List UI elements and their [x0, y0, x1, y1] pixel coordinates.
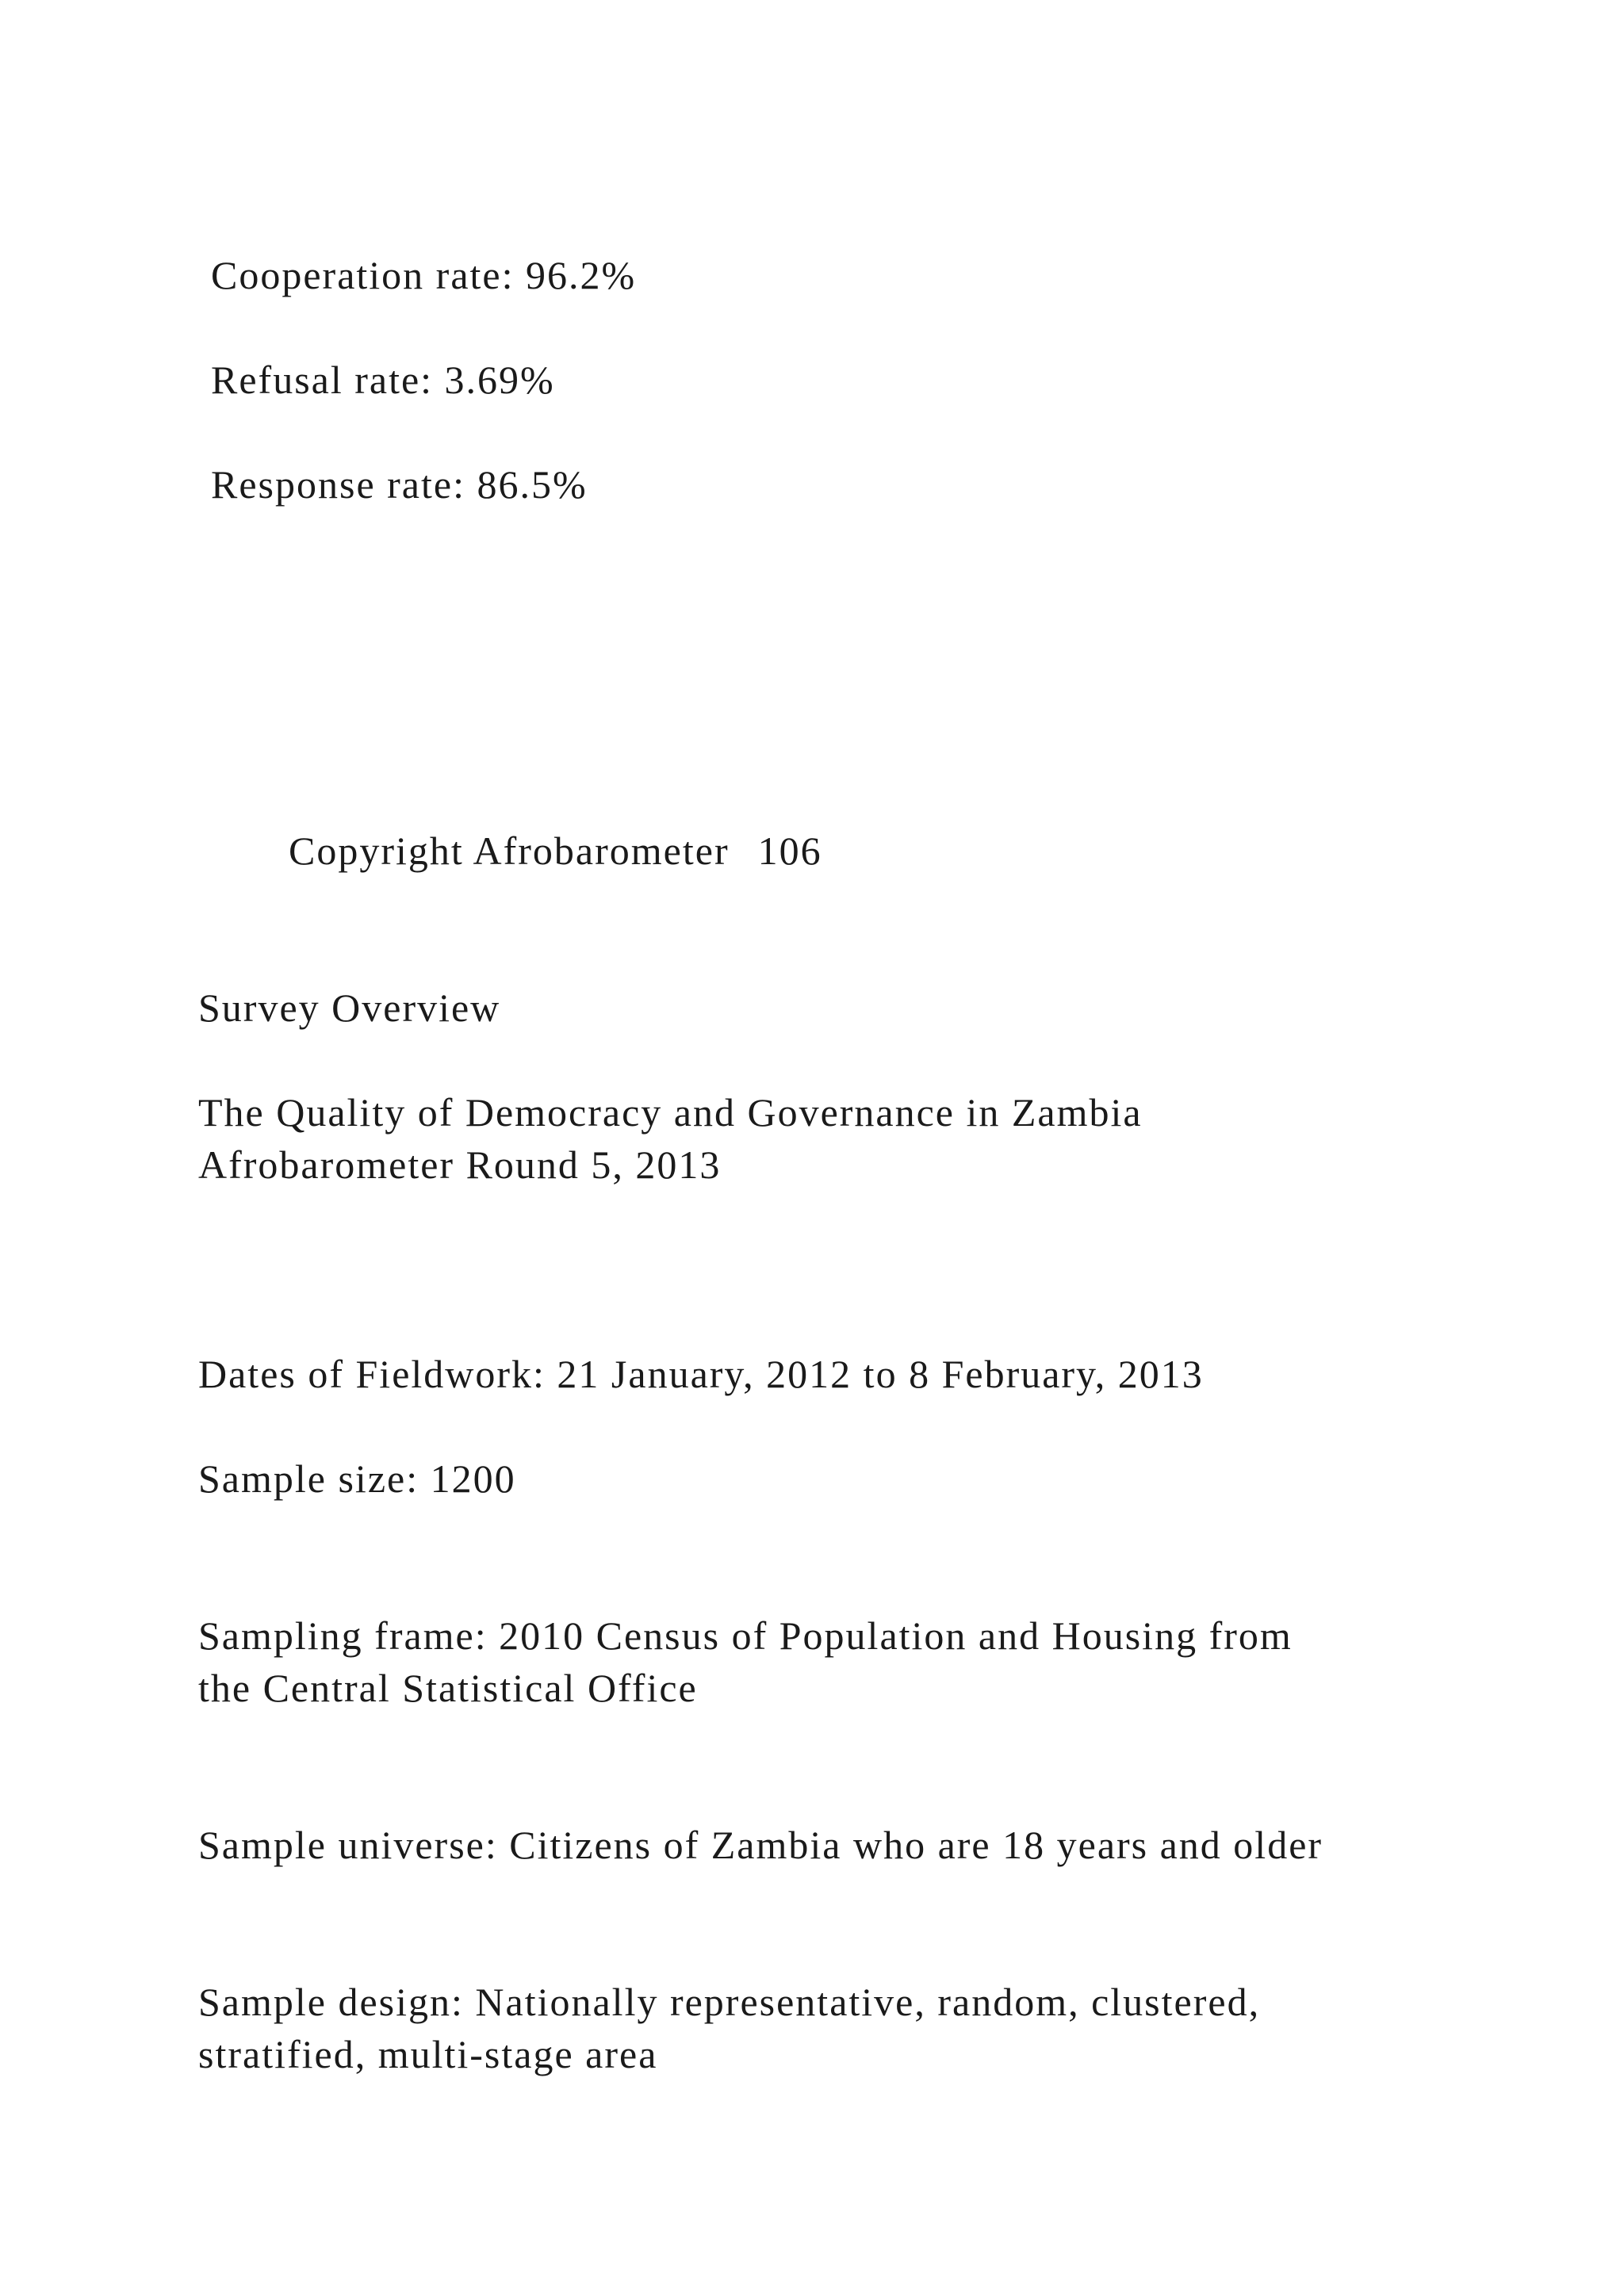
- copyright-text: Copyright Afrobarometer: [289, 828, 730, 873]
- sampling-frame-line-2: the Central Statistical Office: [198, 1666, 698, 1710]
- sample-size: Sample size: 1200: [198, 1456, 516, 1501]
- refusal-rate: Refusal rate: 3.69%: [211, 358, 555, 402]
- sample-design-line-2: stratified, multi-stage area: [198, 2032, 658, 2076]
- sample-universe: Sample universe: Citizens of Zambia who are 18 years and older: [198, 1823, 1323, 1867]
- cooperation-rate: Cooperation rate: 96.2%: [211, 253, 637, 297]
- response-rate: Response rate: 86.5%: [211, 462, 588, 507]
- sample-design-line-1: Sample design: Nationally representative, random, clustered,: [198, 1980, 1261, 2024]
- page-number: 106: [757, 828, 822, 873]
- page-footer: [289, 825, 822, 877]
- section-heading: Survey Overview: [198, 985, 501, 1030]
- survey-title-line-2: Afrobarometer Round 5, 2013: [198, 1142, 722, 1187]
- survey-title-line-1: The Quality of Democracy and Governance in Zambia: [198, 1090, 1143, 1135]
- sampling-frame-line-1: Sampling frame: 2010 Census of Population and Housing from: [198, 1613, 1293, 1658]
- fieldwork-dates: Dates of Fieldwork: 21 January, 2012 to 8 February, 2013: [198, 1352, 1204, 1396]
